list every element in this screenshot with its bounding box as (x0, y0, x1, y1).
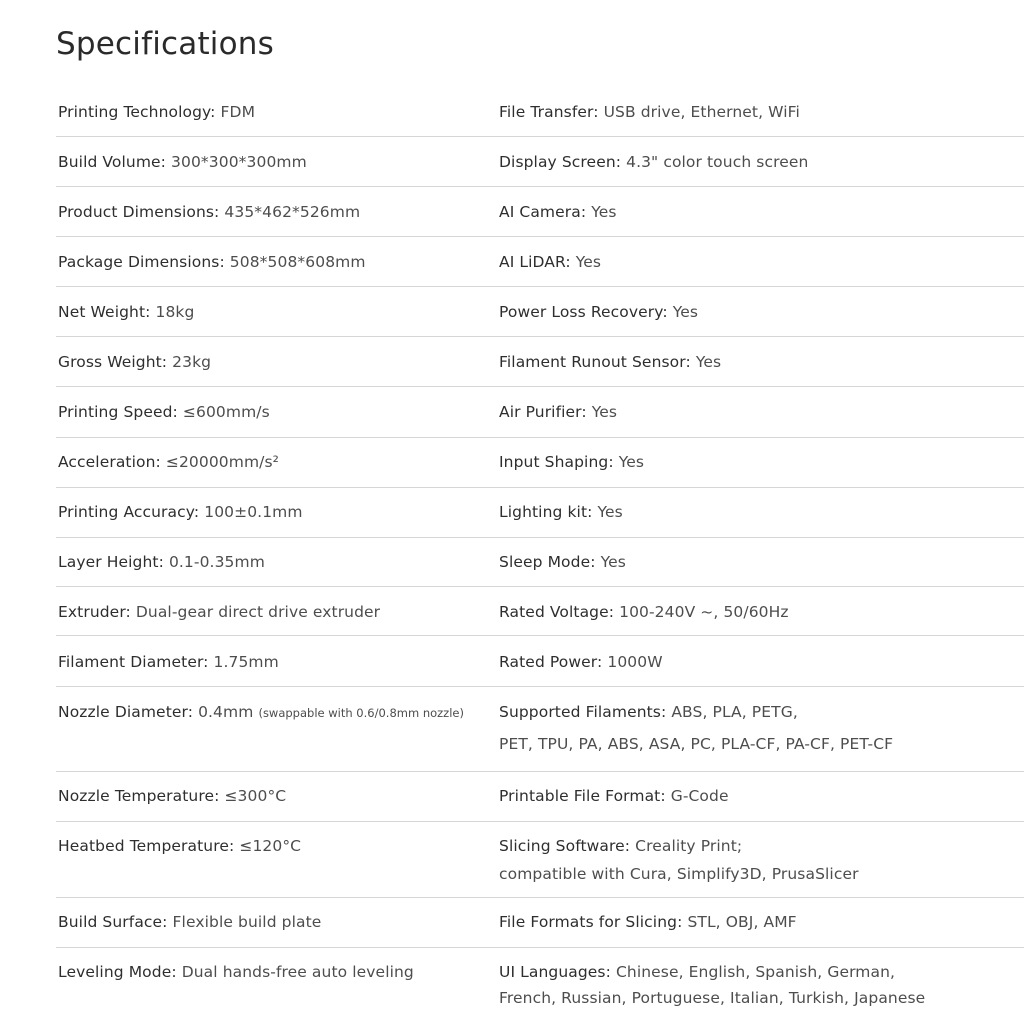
spec-value: ≤20000mm/s² (165, 453, 279, 471)
spec-value: 0.4mm (198, 703, 254, 721)
spec-label: Printable File Format: (499, 787, 666, 805)
spec-item (58, 784, 286, 808)
spec-item (499, 650, 663, 674)
spec-value: ≤120°C (239, 837, 302, 855)
spec-item (58, 200, 360, 224)
spec-item (58, 450, 279, 474)
spec-label: Input Shaping: (499, 453, 614, 471)
spec-value: G-Code (670, 787, 729, 805)
spec-item (499, 834, 742, 858)
spec-value: 1.75mm (213, 653, 279, 671)
spec-value-continued: PET, TPU, PA, ABS, ASA, PC, PLA-CF, PA-CF, PET-CF (499, 735, 894, 753)
row-divider (56, 336, 1024, 337)
spec-item (499, 910, 797, 934)
spec-item (58, 250, 366, 274)
spec-value: Yes (597, 503, 623, 521)
spec-value: Yes (672, 303, 699, 321)
spec-value: Chinese, English, Spanish, German, (615, 963, 896, 981)
spec-value: ABS, PLA, PETG, (671, 703, 798, 721)
spec-item (499, 550, 626, 574)
spec-item (58, 910, 321, 934)
spec-value: ≤300°C (224, 787, 287, 805)
spec-item (499, 300, 698, 324)
row-divider (56, 771, 1024, 772)
spec-label: Slicing Software: (499, 837, 631, 855)
spec-value: 1000W (607, 653, 663, 671)
spec-label: Air Purifier: (499, 403, 587, 421)
spec-label: Net Weight: (58, 303, 151, 321)
row-divider (56, 586, 1024, 587)
spec-label: Build Surface: (58, 913, 168, 931)
spec-item (58, 550, 265, 574)
spec-value: 0.1-0.35mm (168, 553, 265, 571)
spec-value: 23kg (172, 353, 212, 371)
row-divider (56, 286, 1024, 287)
spec-label: Sleep Mode: (499, 553, 596, 571)
spec-value: Yes (618, 453, 645, 471)
spec-item (499, 960, 895, 984)
spec-label: AI LiDAR: (499, 253, 571, 271)
spec-item (499, 350, 721, 374)
spec-value: FDM (220, 103, 256, 121)
spec-label: Nozzle Diameter: (58, 703, 194, 721)
spec-value: 18kg (155, 303, 195, 321)
spec-value: 4.3" color touch screen (626, 153, 809, 171)
row-divider (56, 537, 1024, 538)
spec-value: ≤600mm/s (182, 403, 270, 421)
spec-item (499, 500, 623, 524)
spec-value: Creality Print; (635, 837, 743, 855)
spec-item (499, 400, 617, 424)
row-divider (56, 437, 1024, 438)
spec-item (58, 300, 194, 324)
spec-value: USB drive, Ethernet, WiFi (603, 103, 800, 121)
row-divider (56, 386, 1024, 387)
spec-item (499, 250, 601, 274)
spec-item (58, 150, 307, 174)
spec-value: Yes (591, 203, 617, 221)
spec-value: Yes (695, 353, 722, 371)
spec-label: Rated Voltage: (499, 603, 615, 621)
row-divider (56, 821, 1024, 822)
spec-item (58, 834, 301, 858)
spec-item (499, 100, 800, 124)
spec-value: 300*300*300mm (171, 153, 307, 171)
spec-note: (swappable with 0.6/0.8mm nozzle) (258, 706, 464, 720)
spec-value: STL, OBJ, AMF (687, 913, 797, 931)
row-divider (56, 236, 1024, 237)
spec-value: Yes (575, 253, 602, 271)
spec-label: Power Loss Recovery: (499, 303, 668, 321)
spec-label: Rated Power: (499, 653, 603, 671)
spec-label: Lighting kit: (499, 503, 593, 521)
spec-label: Printing Speed: (58, 403, 178, 421)
spec-label: Nozzle Temperature: (58, 787, 220, 805)
spec-label: Leveling Mode: (58, 963, 177, 981)
spec-item (499, 600, 789, 624)
spec-label: Printing Accuracy: (58, 503, 200, 521)
spec-value: Yes (600, 553, 626, 571)
spec-label: UI Languages: (499, 963, 611, 981)
spec-label: Display Screen: (499, 153, 622, 171)
spec-label: Package Dimensions: (58, 253, 225, 271)
spec-label: File Transfer: (499, 103, 599, 121)
spec-item (58, 700, 464, 725)
spec-value: 435*462*526mm (224, 203, 361, 221)
spec-item (58, 400, 270, 424)
spec-item (58, 600, 380, 624)
row-divider (56, 136, 1024, 137)
spec-label: Gross Weight: (58, 353, 168, 371)
spec-label: Product Dimensions: (58, 203, 220, 221)
row-divider (56, 897, 1024, 898)
row-divider (56, 635, 1024, 636)
spec-label: AI Camera: (499, 203, 587, 221)
spec-label: Heatbed Temperature: (58, 837, 235, 855)
row-divider (56, 186, 1024, 187)
page-title: Specifications (56, 26, 274, 62)
spec-item (499, 784, 729, 808)
spec-label: Filament Runout Sensor: (499, 353, 691, 371)
spec-label: Extruder: (58, 603, 131, 621)
spec-item (58, 350, 211, 374)
row-divider (56, 487, 1024, 488)
spec-item (58, 960, 414, 984)
spec-label: Supported Filaments: (499, 703, 667, 721)
spec-value: Dual-gear direct drive extruder (135, 603, 381, 621)
spec-value: Dual hands-free auto leveling (181, 963, 414, 981)
spec-label: Layer Height: (58, 553, 164, 571)
spec-item (58, 500, 303, 524)
spec-label: Filament Diameter: (58, 653, 209, 671)
spec-value-continued: French, Russian, Portuguese, Italian, Turkish, Japanese (499, 989, 926, 1007)
spec-item (499, 700, 798, 724)
spec-item (499, 200, 617, 224)
spec-label: Build Volume: (58, 153, 167, 171)
spec-item (499, 450, 644, 474)
spec-item (58, 650, 279, 674)
spec-label: Acceleration: (58, 453, 161, 471)
spec-value-continued: compatible with Cura, Simplify3D, PrusaSlicer (499, 865, 859, 883)
row-divider (56, 947, 1024, 948)
spec-value: Flexible build plate (172, 913, 322, 931)
spec-label: File Formats for Slicing: (499, 913, 683, 931)
row-divider (56, 686, 1024, 687)
spec-value: 100±0.1mm (204, 503, 303, 521)
spec-value: Yes (591, 403, 618, 421)
spec-item (499, 150, 808, 174)
spec-value: 508*508*608mm (229, 253, 366, 271)
spec-item (58, 100, 255, 124)
spec-value: 100-240V ~, 50/60Hz (619, 603, 789, 621)
spec-label: Printing Technology: (58, 103, 216, 121)
